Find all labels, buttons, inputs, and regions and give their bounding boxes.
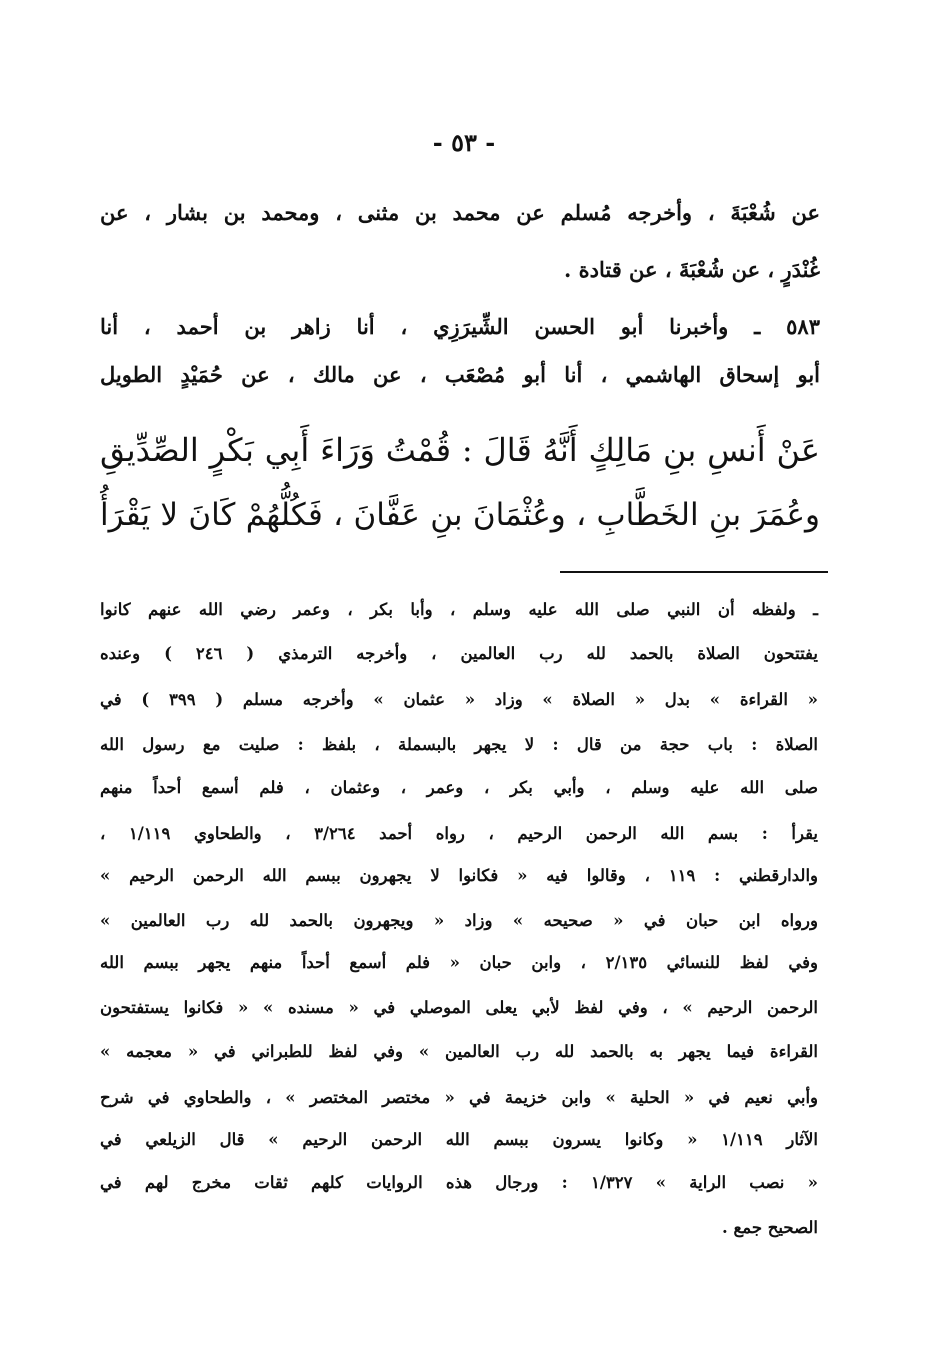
footnote-line: الرحمن الرحيم » ، وفي لفظ لأبي يعلى الموصلي في « مسنده » « فكانوا يستفتحون [100, 998, 818, 1017]
hadith-line: وعُمَرَ بنِ الخَطَّابِ ، وعُثْمَانَ بنِ عَفَّانَ ، فَكُلُّهُمْ كَانَ لا يَقْرَأُ [100, 497, 820, 533]
footnote-line: يفتتحون الصلاة بالحمد لله رب العالمين ، وأخرجه الترمذي ( ٢٤٦ ) وعنده [100, 644, 818, 663]
footnote-divider [560, 571, 828, 573]
footnote-line: الصحيح جمع . [722, 1218, 818, 1237]
footnote-line: « نصب الراية » ١/٣٢٧ : ورجال هذه الروايات كلهم ثقات مخرج لهم في [100, 1173, 818, 1192]
body-line: أبو إسحاق الهاشمي ، أنا أبو مُصْعَب ، عن مالك ، عن حُمَيْدٍ الطويل [100, 362, 820, 387]
footnote-line: والدارقطني : ١١٩ ، وقالوا فيه « فكانوا لا يجهرون ببسم الله الرحمن الرحيم » [100, 866, 818, 885]
footnote-line: القراءة فيما يجهر به بالحمد لله رب العالمين » وفي لفظ للطبراني في « معجمه » [100, 1042, 818, 1061]
footnote-line: يقرأ : بسم الله الرحمن الرحيم ، رواه أحمد ٣/٢٦٤ ، والطحاوي ١/١١٩ ، [100, 824, 819, 843]
body-line: ٥٨٣ ـ وأخبرنا أبو الحسن الشِّيرَزِي ، أنا زاهر بن أحمد ، أنا [100, 314, 820, 339]
footnote-line: ورواه ابن حبان في « صحيحه » وزاد « ويجهرون بالحمد لله رب العالمين » [100, 911, 818, 930]
body-line: عن شُعْبَةَ ، وأخرجه مُسلم عن محمد بن مثنى ، ومحمد بن بشار ، عن [100, 200, 820, 225]
footnote-line: الصلاة : باب حجة من قال : لا يجهر بالبسملة ، بلفظ : صليت مع رسول الله [100, 735, 818, 754]
footnote-line: « القراءة » بدل « الصلاة » وزاد « عثمان » وأخرجه مسلم ( ٣٩٩ ) في [100, 690, 818, 709]
footnote-line: الآثار ١/١١٩ « وكانوا يسرون ببسم الله الرحمن الرحيم » قال الزيلعي في [100, 1130, 818, 1149]
footnote-line: وفي لفظ للنسائي ٢/١٣٥ ، وابن حبان « فلم أسمع أحداً منهم يجهر ببسم الله [100, 953, 818, 972]
footnote-line: وأبي نعيم في « الحلية » وابن خزيمة في « مختصر المختصر » ، والطحاوي في شرح [100, 1088, 818, 1107]
footnote-line: ـ ولفظه أن النبي صلى الله عليه وسلم ، وأبا بكر ، وعمر رضي الله عنهم كانوا [100, 600, 818, 619]
hadith-line: عَنْ أَنسِ بنِ مَالِكٍ أَنَّهُ قَالَ : قُمْتُ وَرَاءَ أَبِي بَكْرٍ الصِّدِّيقِ [100, 431, 820, 469]
body-line: غُنْدَرٍ ، عن شُعْبَةَ ، عن قتادة . [563, 257, 820, 282]
footnote-line: صلى الله عليه وسلم ، وأبي بكر ، وعمر ، وعثمان ، فلم أسمع أحداً منهم [100, 778, 818, 797]
page-number: - ٥٣ - [432, 128, 496, 157]
